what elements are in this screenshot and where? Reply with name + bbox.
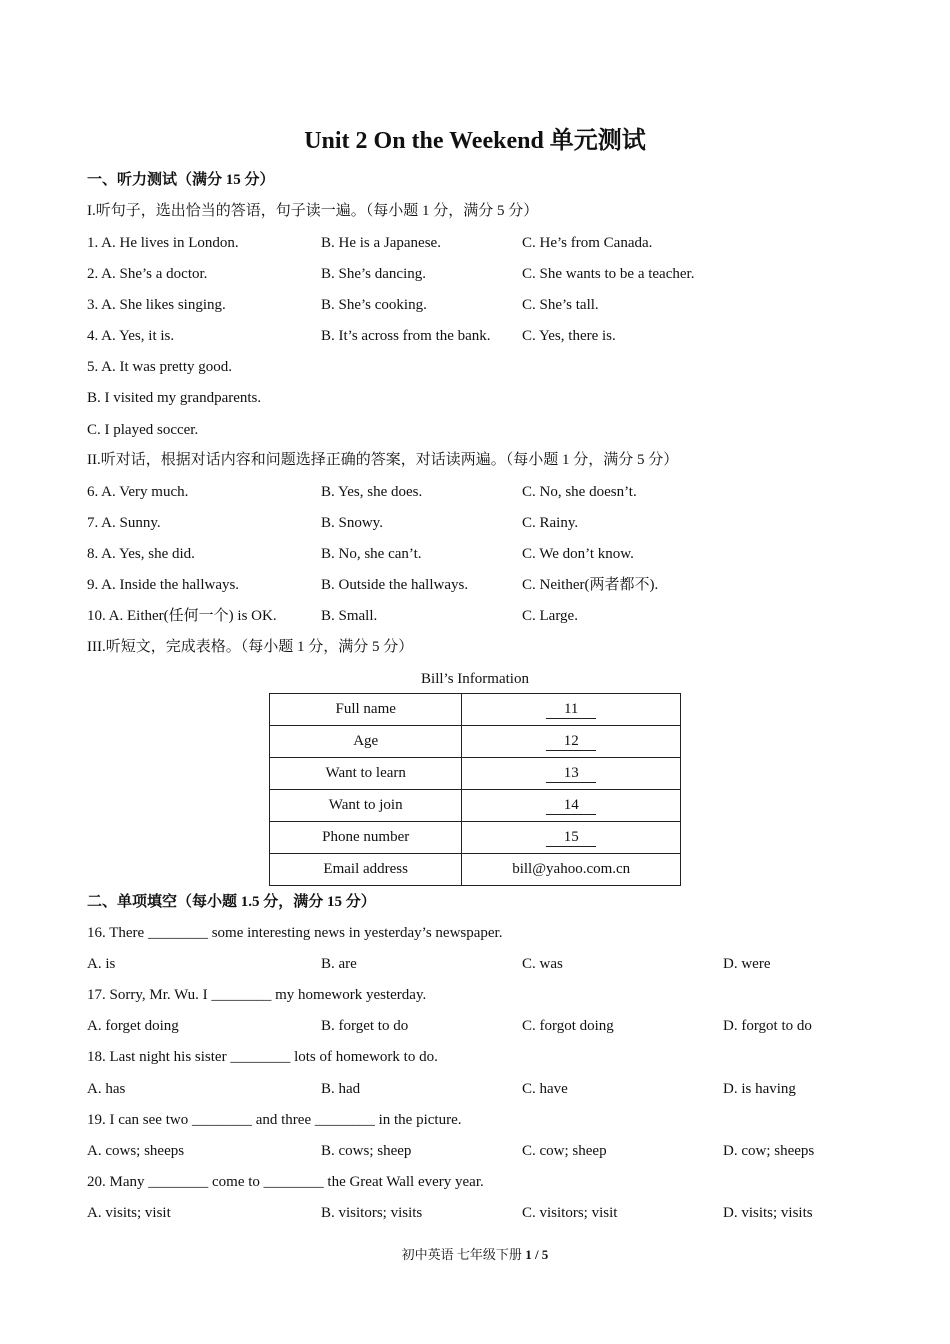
question-row (0, 293, 950, 317)
option-a: 8. A. Yes, she did. (87, 546, 195, 562)
section1-heading: 一、听力测试（满分 15 分） (87, 172, 275, 188)
choice-c: C. cow; sheep (522, 1143, 607, 1159)
choice-d: D. were (723, 956, 771, 972)
choice-a: A. cows; sheeps (87, 1143, 185, 1159)
question-row (0, 604, 950, 628)
question-stem: 18. Last night his sister ________ lots of homework to do. (87, 1049, 438, 1065)
answer-blank: 14 (546, 796, 596, 815)
table-label: Age (270, 726, 462, 758)
choice-c: C. have (522, 1081, 568, 1097)
answer-blank: 12 (546, 732, 596, 751)
part1-instruction: I.听句子，选出恰当的答语，句子读一遍。（每小题 1 分，满分 5 分） (87, 203, 539, 219)
table-row (270, 854, 681, 886)
option-c: C. We don’t know. (522, 546, 634, 562)
table-row (270, 694, 681, 726)
table-label: Phone number (270, 822, 462, 854)
choice-row (0, 1139, 950, 1163)
option-b: B. She’s dancing. (321, 266, 426, 282)
choice-c: C. visitors; visit (522, 1205, 618, 1221)
page-title: Unit 2 On the Weekend 单元测试 (304, 128, 646, 154)
table-label: Want to learn (270, 758, 462, 790)
answer-blank: 13 (546, 764, 596, 783)
option-a: 7. A. Sunny. (87, 515, 161, 531)
option-b: B. She’s cooking. (321, 297, 427, 313)
table-label: Email address (270, 854, 462, 886)
option-a: 9. A. Inside the hallways. (87, 577, 240, 593)
footer-text: 初中英语 七年级下册 (401, 1247, 522, 1262)
choice-b: B. had (321, 1081, 361, 1097)
option-b: B. Snowy. (321, 515, 383, 531)
option-c: C. Neither(两者都不). (522, 577, 659, 593)
question-stem: 20. Many ________ come to ________ the Great Wall every year. (87, 1174, 484, 1190)
question-row (0, 480, 950, 504)
choice-row (0, 1014, 950, 1038)
choice-a: A. is (87, 956, 116, 972)
table-label: Want to join (270, 790, 462, 822)
table-caption: Bill’s Information (421, 671, 529, 687)
option-b: B. He is a Japanese. (321, 235, 441, 251)
email-value: bill@yahoo.com.cn (462, 854, 681, 886)
choice-d: D. is having (723, 1081, 796, 1097)
question-row (0, 511, 950, 535)
option-a: 10. A. Either(任何一个) is OK. (87, 608, 277, 624)
option-a: 3. A. She likes singing. (87, 297, 226, 313)
choice-d: D. cow; sheeps (723, 1143, 815, 1159)
choice-row (0, 1077, 950, 1101)
bill-info-table (269, 693, 681, 886)
choice-b: B. cows; sheep (321, 1143, 412, 1159)
option-a: 1. A. He lives in London. (87, 235, 239, 251)
q5-option-c: C. I played soccer. (87, 422, 199, 438)
question-row (0, 324, 950, 348)
option-a: 4. A. Yes, it is. (87, 328, 175, 344)
question-stem: 19. I can see two ________ and three ________ in the picture. (87, 1112, 462, 1128)
question-row (0, 542, 950, 566)
choice-b: B. visitors; visits (321, 1205, 423, 1221)
choice-b: B. forget to do (321, 1018, 409, 1034)
option-a: 2. A. She’s a doctor. (87, 266, 208, 282)
part2-instruction: II.听对话，根据对话内容和问题选择正确的答案，对话读两遍。（每小题 1 分，满分 5 分） (87, 452, 679, 468)
choice-row (0, 1201, 950, 1225)
table-row (270, 758, 681, 790)
q5-option-a: 5. A. It was pretty good. (87, 359, 232, 375)
option-c: C. Yes, there is. (522, 328, 616, 344)
option-b: B. Small. (321, 608, 378, 624)
option-c: C. She wants to be a teacher. (522, 266, 695, 282)
section2-heading: 二、单项填空（每小题 1.5 分，满分 15 分） (87, 894, 376, 910)
choice-a: A. has (87, 1081, 126, 1097)
question-stem: 16. There ________ some interesting news in yesterday’s newspaper. (87, 925, 503, 941)
option-c: C. He’s from Canada. (522, 235, 653, 251)
option-c: C. She’s tall. (522, 297, 599, 313)
option-b: B. No, she can’t. (321, 546, 422, 562)
question-row (0, 262, 950, 286)
option-b: B. Yes, she does. (321, 484, 423, 500)
answer-blank: 15 (546, 828, 596, 847)
option-b: B. Outside the hallways. (321, 577, 469, 593)
question-row (0, 231, 950, 255)
page-number: 1 / 5 (525, 1247, 549, 1262)
choice-d: D. forgot to do (723, 1018, 812, 1034)
part3-instruction: III.听短文，完成表格。（每小题 1 分，满分 5 分） (87, 639, 414, 655)
table-row (270, 726, 681, 758)
q5-option-b: B. I visited my grandparents. (87, 390, 262, 406)
option-c: C. No, she doesn’t. (522, 484, 637, 500)
choice-b: B. are (321, 956, 357, 972)
option-c: C. Rainy. (522, 515, 579, 531)
table-row (270, 790, 681, 822)
choice-a: A. forget doing (87, 1018, 179, 1034)
table-label: Full name (270, 694, 462, 726)
table-row (270, 822, 681, 854)
answer-blank: 11 (546, 700, 596, 719)
option-b: B. It’s across from the bank. (321, 328, 491, 344)
page-footer (0, 1245, 950, 1265)
option-c: C. Large. (522, 608, 578, 624)
choice-c: C. was (522, 956, 563, 972)
option-a: 6. A. Very much. (87, 484, 189, 500)
choice-c: C. forgot doing (522, 1018, 614, 1034)
question-stem: 17. Sorry, Mr. Wu. I ________ my homework yesterday. (87, 987, 427, 1003)
choice-a: A. visits; visit (87, 1205, 171, 1221)
choice-row (0, 952, 950, 976)
question-row (0, 573, 950, 597)
choice-d: D. visits; visits (723, 1205, 813, 1221)
